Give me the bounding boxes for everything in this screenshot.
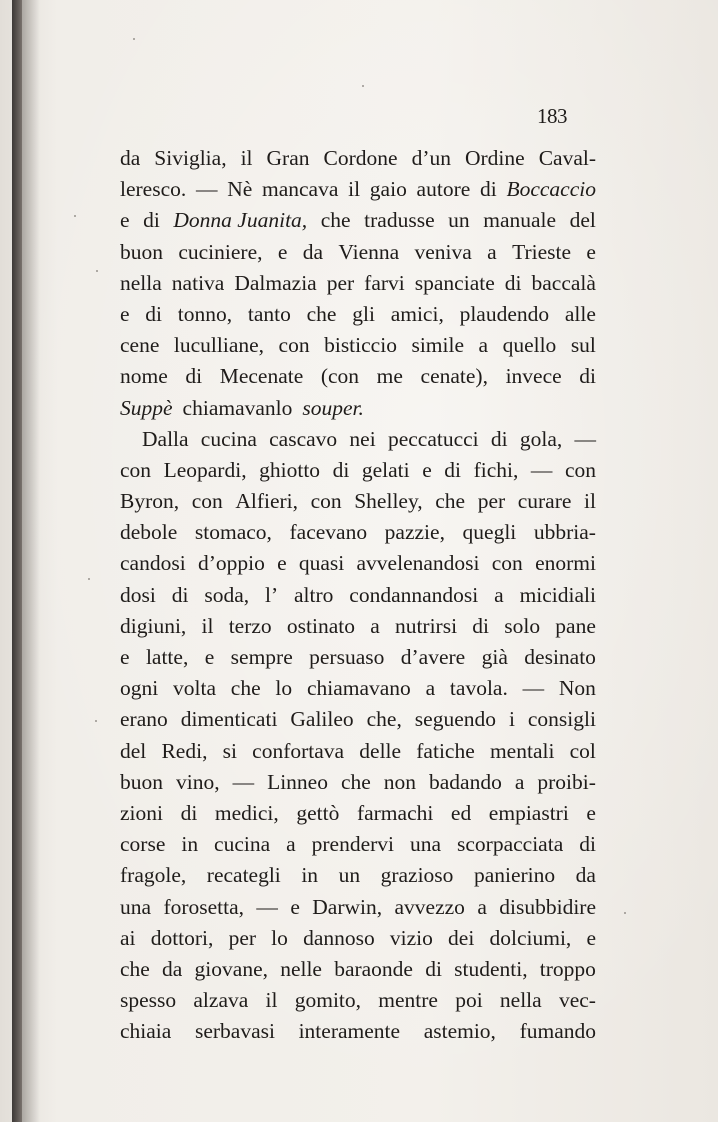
- text-line: [120, 642, 596, 673]
- word: baraonde: [334, 956, 413, 981]
- word: Dalla: [142, 426, 189, 451]
- word: peccatucci: [387, 426, 479, 451]
- text-line: [120, 923, 596, 954]
- word: manuale: [483, 208, 557, 233]
- word: con: [191, 489, 223, 514]
- word: che: [320, 208, 351, 233]
- word: il: [265, 988, 278, 1013]
- word: Darwin,: [312, 894, 383, 919]
- word: dannoso: [303, 925, 375, 950]
- word: Dalmazia: [234, 270, 317, 295]
- word: ed: [450, 800, 472, 825]
- word: già: [481, 645, 508, 669]
- word: di: [145, 301, 163, 326]
- word: dottori,: [150, 925, 214, 950]
- word: alle: [564, 301, 596, 326]
- word: gola,: [519, 426, 563, 451]
- word: una: [120, 894, 152, 919]
- text-line: [120, 892, 596, 923]
- text-line: [120, 673, 596, 704]
- text-line: [120, 486, 596, 517]
- word: quasi: [298, 551, 345, 576]
- word: grazioso: [380, 863, 454, 888]
- word: da: [575, 863, 596, 888]
- word: volta: [173, 676, 217, 701]
- word: gomito,: [294, 988, 362, 1013]
- body-text: [120, 143, 596, 1047]
- page-number: 183: [537, 104, 567, 128]
- word: fatiche: [416, 738, 475, 763]
- word: Alfieri,: [235, 489, 299, 514]
- word: Suppè: [120, 395, 173, 420]
- word: luculliane,: [173, 333, 265, 358]
- word: poi: [455, 988, 483, 1013]
- word: studenti,: [454, 956, 528, 981]
- word: Boccaccio: [506, 177, 596, 202]
- word: lo: [275, 676, 293, 701]
- word: e: [120, 301, 130, 326]
- word: Caval-: [538, 146, 596, 170]
- word: col: [569, 738, 596, 763]
- word: panierino: [473, 863, 556, 888]
- word: per: [477, 489, 506, 514]
- word: sul: [570, 333, 596, 358]
- word: Galileo: [290, 707, 354, 732]
- word: da: [162, 956, 183, 981]
- word: nutrirsi: [394, 613, 458, 638]
- word: di: [490, 426, 508, 451]
- word: e: [277, 239, 288, 264]
- word: medici,: [214, 800, 279, 825]
- text-line: [120, 330, 596, 361]
- word: lo: [271, 925, 288, 950]
- word: con: [278, 333, 310, 358]
- word: fragole,: [120, 863, 187, 888]
- word: recategli: [206, 863, 281, 888]
- word: vino,: [175, 769, 220, 794]
- word: enormi: [535, 551, 596, 576]
- text-line: [120, 393, 596, 424]
- word: che: [120, 956, 150, 981]
- word: cenate),: [420, 364, 488, 389]
- word: alzava: [193, 988, 249, 1013]
- word: Cordone: [323, 146, 398, 170]
- word: —: [574, 426, 596, 451]
- word: interamente: [298, 1019, 401, 1044]
- word: di: [479, 177, 497, 202]
- text-line: [120, 299, 596, 330]
- word: micidiali: [519, 582, 596, 607]
- word: un: [448, 208, 470, 233]
- word: d’avere: [400, 645, 466, 669]
- word: digiuni,: [120, 613, 187, 638]
- word: condannandosi: [349, 582, 479, 607]
- word: —: [530, 457, 553, 482]
- word: bisticcio: [324, 333, 397, 358]
- word: e: [120, 208, 130, 233]
- word: il: [240, 146, 253, 170]
- word: veniva: [414, 239, 472, 264]
- word: a: [286, 832, 296, 857]
- word: delle: [359, 738, 402, 763]
- word: confortava: [252, 738, 345, 763]
- binding-edge: [12, 0, 22, 1122]
- word: e: [586, 239, 596, 264]
- word: avvelenandosi: [356, 551, 480, 576]
- text-line: [120, 361, 596, 392]
- word: e: [120, 645, 130, 669]
- paper-speck: [362, 85, 364, 87]
- word: Leopardi,: [163, 457, 247, 482]
- word: disubbidire: [499, 894, 596, 919]
- word: baccalà: [531, 270, 596, 295]
- word: —: [256, 894, 278, 919]
- text-line: [120, 611, 596, 642]
- word: pane: [555, 613, 596, 638]
- word: del: [120, 738, 147, 763]
- word: un: [338, 863, 361, 888]
- word: tonno,: [177, 301, 233, 326]
- word: nella: [120, 270, 162, 295]
- word: simile: [411, 333, 465, 358]
- word: e: [586, 925, 596, 950]
- word: per: [228, 925, 257, 950]
- word: e: [277, 551, 287, 576]
- word: debole: [120, 520, 178, 545]
- paper-speck: [96, 270, 98, 272]
- text-line: [120, 143, 596, 174]
- word: buon: [120, 239, 163, 264]
- word: gelati: [361, 457, 410, 482]
- word: —: [232, 769, 255, 794]
- word: soda,: [204, 582, 250, 607]
- word: Shelley,: [354, 489, 423, 514]
- word: farvi: [364, 270, 405, 295]
- word: vizio: [389, 925, 433, 950]
- word: giovane,: [194, 956, 268, 981]
- word: (con: [320, 364, 360, 389]
- word: il: [584, 489, 596, 514]
- word: una: [410, 832, 442, 857]
- word: e: [422, 457, 432, 482]
- word: latte,: [145, 645, 189, 669]
- word: con: [120, 457, 152, 482]
- word: mancava: [262, 177, 339, 202]
- word: di: [472, 613, 490, 638]
- text-line: [120, 798, 596, 829]
- word: persuaso: [309, 645, 385, 669]
- word: Nè: [227, 177, 253, 202]
- word: che: [306, 301, 337, 326]
- word: ostinato: [286, 613, 355, 638]
- word: ubbria-: [533, 520, 596, 545]
- text-line: [120, 174, 596, 205]
- word: Donna Juanita,: [173, 208, 308, 233]
- word: chiaia: [120, 1019, 172, 1044]
- word: nativa: [171, 270, 225, 295]
- word: invece: [505, 364, 562, 389]
- word: chiamavano: [306, 676, 411, 701]
- word: autore: [416, 177, 471, 202]
- word: a: [477, 894, 487, 919]
- word: Vienna: [338, 239, 400, 264]
- word: che: [340, 769, 371, 794]
- binding-shadow: [22, 0, 40, 1122]
- word: non: [383, 769, 417, 794]
- word: da: [302, 239, 324, 264]
- word: astemio,: [423, 1019, 496, 1044]
- word: e: [204, 645, 215, 669]
- word: proibi-: [537, 769, 596, 794]
- text-line: [120, 424, 596, 455]
- word: chiamavanlo: [182, 395, 293, 420]
- word: dolciumi,: [489, 925, 572, 950]
- word: souper.: [302, 395, 364, 420]
- word: terzo: [228, 613, 272, 638]
- word: gli: [352, 301, 375, 326]
- word: ghiotto: [259, 457, 321, 482]
- word: Byron,: [120, 489, 180, 514]
- word: d’oppio: [197, 551, 265, 576]
- word: nei: [349, 426, 376, 451]
- word: di: [180, 800, 198, 825]
- word: gettò: [296, 800, 340, 825]
- word: stomaco,: [194, 520, 272, 545]
- text-line: [120, 580, 596, 611]
- word: di: [444, 457, 462, 482]
- word: cuciniere,: [178, 239, 263, 264]
- word: e: [290, 894, 300, 919]
- word: amici,: [390, 301, 444, 326]
- word: badando: [429, 769, 502, 794]
- paper-speck: [624, 912, 626, 914]
- paper-speck: [88, 578, 90, 580]
- paper-speck: [95, 720, 97, 722]
- word: facevano: [289, 520, 368, 545]
- word: candosi: [120, 551, 186, 576]
- word: quello: [502, 333, 557, 358]
- word: erano: [120, 707, 168, 732]
- word: quegli: [462, 520, 517, 545]
- word: i: [508, 707, 515, 732]
- word: ogni: [120, 676, 159, 701]
- word: a: [494, 582, 504, 607]
- word: nelle: [280, 956, 322, 981]
- text-line: [120, 704, 596, 735]
- word: pazzie,: [384, 520, 445, 545]
- word: con: [564, 457, 596, 482]
- word: il: [201, 613, 214, 638]
- word: farmachi: [356, 800, 434, 825]
- word: me: [376, 364, 403, 389]
- word: a: [487, 239, 497, 264]
- word: Trieste: [512, 239, 571, 264]
- word: leresco.: [120, 177, 187, 202]
- word: a: [514, 769, 525, 794]
- word: con: [491, 551, 523, 576]
- word: ai: [120, 925, 136, 950]
- text-line: [120, 1016, 596, 1047]
- word: fumando: [519, 1019, 596, 1044]
- word: di: [332, 457, 350, 482]
- text-line: [120, 954, 596, 985]
- word: consigli: [527, 707, 596, 732]
- word: dei: [448, 925, 475, 950]
- word: nella: [499, 988, 542, 1013]
- word: vec-: [558, 988, 596, 1013]
- word: del: [569, 208, 596, 233]
- text-line: [120, 736, 596, 767]
- word: gaio: [369, 177, 407, 202]
- word: —: [195, 177, 218, 202]
- text-line: [120, 268, 596, 299]
- word: tradusse: [364, 208, 435, 233]
- word: cene: [120, 333, 160, 358]
- word: cucina: [200, 426, 257, 451]
- word: cucina: [214, 832, 271, 857]
- word: a: [425, 676, 436, 701]
- word: Ordine: [464, 146, 525, 170]
- word: scorpacciata: [457, 832, 564, 857]
- word: a: [370, 613, 380, 638]
- paper-speck: [74, 215, 76, 217]
- text-line: [120, 548, 596, 579]
- word: dimenticati: [180, 707, 278, 732]
- word: Siviglia,: [154, 146, 227, 170]
- word: dosi: [120, 582, 156, 607]
- word: buon: [120, 769, 163, 794]
- word: forosetta,: [163, 894, 245, 919]
- word: di: [171, 582, 189, 607]
- word: Gran: [266, 146, 310, 170]
- word: plaudendo: [459, 301, 550, 326]
- word: che: [435, 489, 466, 514]
- word: spanciate: [414, 270, 495, 295]
- word: l’: [265, 582, 279, 607]
- text-line: [120, 237, 596, 268]
- word: di: [425, 956, 442, 981]
- word: fichi,: [473, 457, 519, 482]
- word: altro: [294, 582, 334, 607]
- word: d’un: [411, 146, 451, 170]
- word: con: [310, 489, 342, 514]
- word: sempre: [230, 645, 293, 669]
- word: di: [579, 364, 596, 389]
- word: a: [478, 333, 489, 358]
- word: spesso: [120, 988, 177, 1013]
- text-line: [120, 455, 596, 486]
- word: desinato: [524, 645, 596, 669]
- word: in: [181, 832, 199, 857]
- paper-speck: [133, 38, 135, 40]
- text-line: [120, 767, 596, 798]
- word: di: [185, 364, 203, 389]
- word: prendervi: [311, 832, 395, 857]
- word: di: [143, 208, 160, 233]
- word: corse: [120, 832, 166, 857]
- word: Non: [558, 676, 596, 701]
- word: che,: [366, 707, 402, 732]
- word: Mecenate: [219, 364, 304, 389]
- word: che: [230, 676, 261, 701]
- word: serbavasi: [194, 1019, 275, 1044]
- word: Redi,: [161, 738, 208, 763]
- word: —: [522, 676, 545, 701]
- text-line: [120, 985, 596, 1016]
- word: mentali: [489, 738, 555, 763]
- word: tavola.: [449, 676, 508, 701]
- word: empiastri: [488, 800, 569, 825]
- word: per: [326, 270, 355, 295]
- text-line: [120, 829, 596, 860]
- word: tanto: [247, 301, 291, 326]
- word: solo: [504, 613, 541, 638]
- word: si: [222, 738, 237, 763]
- word: Linneo: [267, 769, 328, 794]
- text-line: [120, 205, 596, 236]
- word: da: [120, 146, 141, 170]
- word: mentre: [378, 988, 438, 1013]
- word: seguendo: [414, 707, 496, 732]
- word: il: [348, 177, 361, 202]
- word: di: [504, 270, 522, 295]
- word: e: [586, 800, 596, 825]
- word: curare: [517, 489, 572, 514]
- word: troppo: [539, 956, 596, 981]
- word: zioni: [120, 800, 163, 825]
- text-line: [120, 517, 596, 548]
- text-line: [120, 860, 596, 891]
- word: in: [301, 863, 319, 888]
- word: avvezzo: [394, 894, 465, 919]
- word: cascavo: [269, 426, 338, 451]
- word: nome: [120, 364, 168, 389]
- word: di: [579, 832, 596, 857]
